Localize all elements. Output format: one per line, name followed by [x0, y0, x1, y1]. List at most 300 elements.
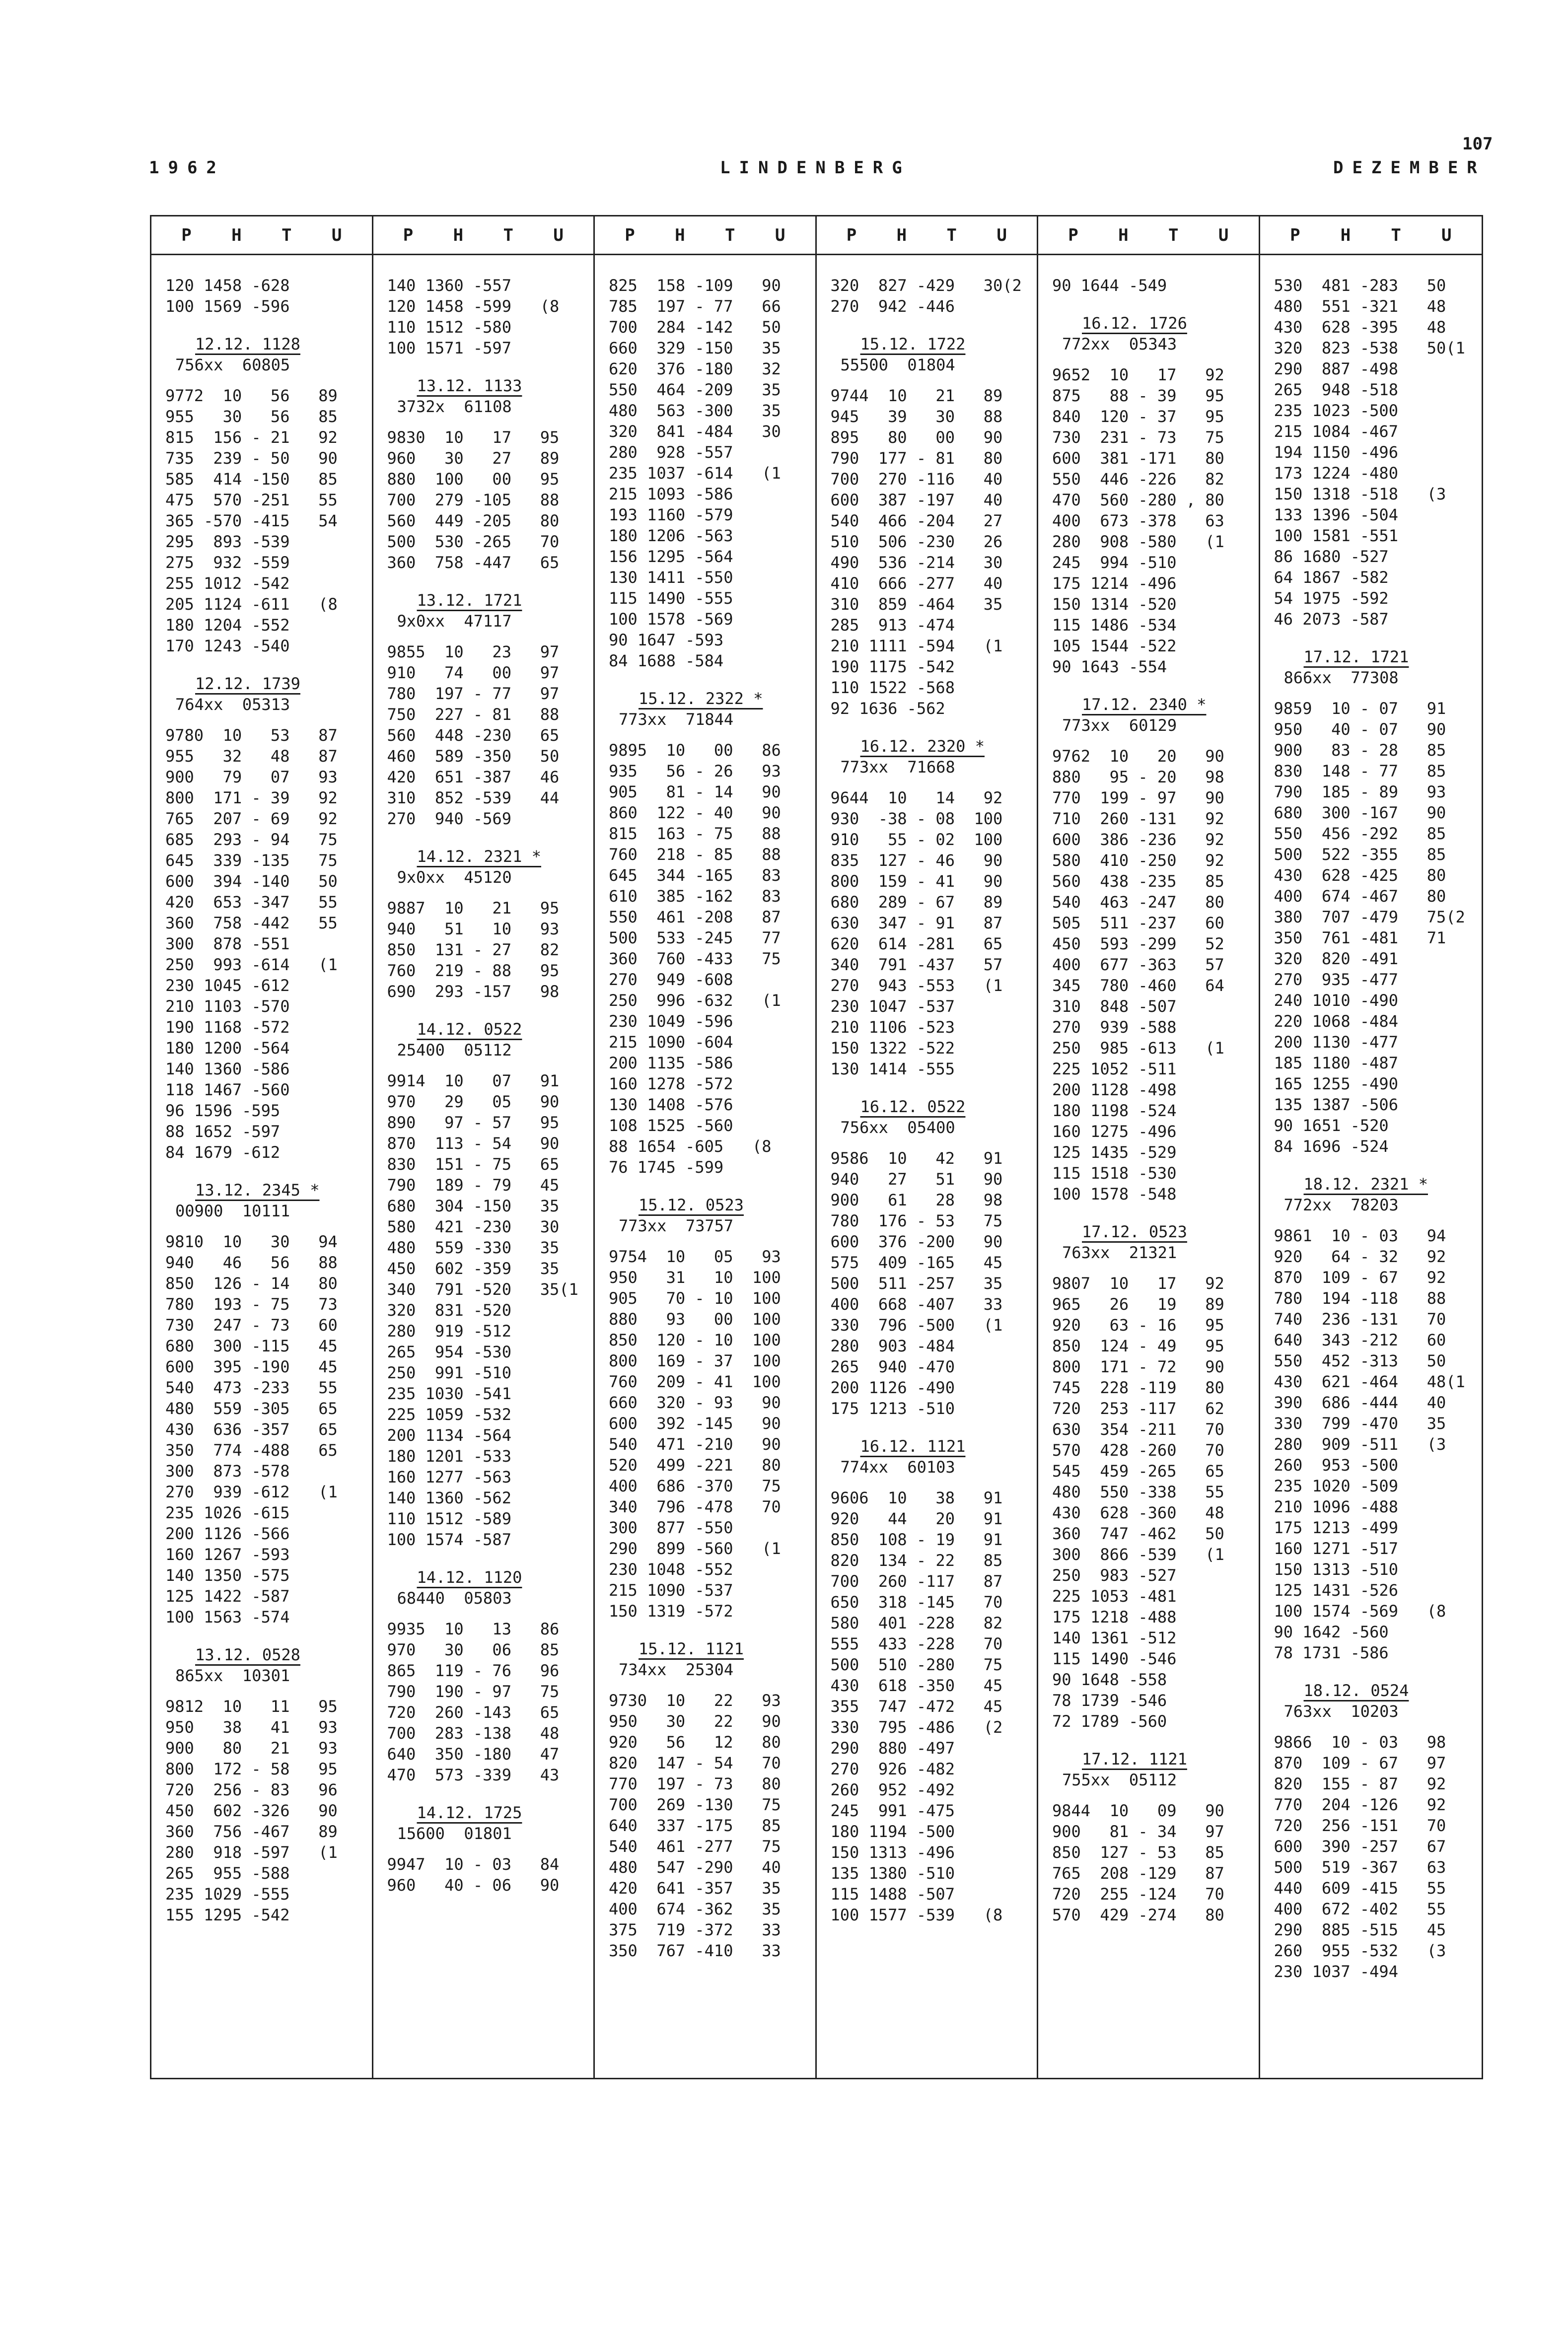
data-row: 620 614 -281 65	[830, 934, 1003, 953]
data-row: 340 796 -478 70	[609, 1497, 781, 1516]
data-row: 940 27 51 90	[830, 1170, 1003, 1189]
data-column	[1260, 216, 1482, 2078]
data-row: 850 124 - 49 95	[1052, 1337, 1224, 1355]
data-row: 180 1201 -533	[387, 1447, 511, 1466]
column-header	[373, 216, 594, 255]
data-row: 700 283 -138 48	[387, 1724, 560, 1743]
sounding-block	[387, 275, 589, 358]
sounding-code: 3732x 61108	[397, 397, 512, 416]
data-row: 365 -570 -415 54	[165, 511, 338, 530]
data-row: 350 767 -410 33	[609, 1941, 781, 1960]
data-row: 250 996 -632 (1	[609, 991, 781, 1010]
data-row: 500 522 -355 85	[1274, 845, 1446, 864]
sounding-block	[831, 1079, 1032, 1419]
data-row: 225 1053 -481	[1052, 1587, 1177, 1606]
data-row: 960 40 - 06 90	[387, 1876, 560, 1895]
data-row: 950 38 41 93	[165, 1718, 338, 1737]
data-row: 230 1045 -612	[165, 976, 290, 995]
sounding-date-time: 13.12. 1133	[417, 376, 522, 395]
sounding-code: 755xx 05112	[1062, 1770, 1177, 1789]
data-row: 865 119 - 76 96	[387, 1661, 560, 1680]
data-row: 690 293 -157 98	[387, 982, 560, 1001]
data-row: 480 559 -330 35	[387, 1238, 560, 1257]
data-row: 600 376 -200 90	[830, 1232, 1003, 1251]
data-column	[595, 216, 817, 2078]
data-row: 160 1267 -593	[165, 1545, 290, 1564]
data-row: 9652 10 17 92	[1052, 365, 1224, 384]
data-row: 880 93 00 100	[609, 1310, 781, 1329]
column-body	[1038, 255, 1259, 1925]
sounding-code: 774xx 60103	[840, 1458, 955, 1477]
data-row: 300 873 -578	[165, 1462, 290, 1481]
data-row: 160 1275 -496	[1052, 1122, 1177, 1141]
sounding-date-time: 13.12. 0528	[195, 1645, 300, 1664]
data-row: 540 461 -277 75	[609, 1837, 781, 1856]
data-row: 250 993 -614 (1	[165, 955, 338, 974]
sounding-date-time: 13.12. 2345 *	[195, 1181, 320, 1200]
page-number: 107	[1462, 134, 1493, 154]
data-row: 9810 10 30 94	[165, 1232, 338, 1251]
sounding-date-time: 14.12. 1725	[417, 1803, 522, 1822]
sounding-date-time: 16.12. 1121	[860, 1437, 966, 1456]
column-label: H	[1340, 225, 1351, 245]
data-row: 108 1525 -560	[609, 1116, 733, 1135]
data-row: 100 1563 -574	[165, 1608, 290, 1627]
data-row: 890 97 - 57 95	[387, 1113, 560, 1132]
data-row: 825 158 -109 90	[609, 276, 781, 295]
sounding-block	[831, 275, 1032, 317]
data-row: 470 573 -339 43	[387, 1766, 560, 1784]
data-row: 360 758 -447 65	[387, 553, 560, 572]
data-row: 200 1135 -586	[609, 1054, 733, 1072]
data-row: 580 401 -228 82	[830, 1614, 1003, 1632]
data-row: 950 31 10 100	[609, 1268, 781, 1287]
data-row: 235 1023 -500	[1274, 401, 1398, 420]
data-row: 965 26 19 89	[1052, 1295, 1224, 1314]
data-row: 290 899 -560 (1	[609, 1539, 781, 1558]
data-row: 215 1090 -604	[609, 1033, 733, 1052]
sounding-block	[1052, 1732, 1254, 1925]
data-row: 600 386 -236 92	[1052, 830, 1224, 849]
sounding-date-time: 16.12. 2320 *	[860, 737, 985, 756]
sounding-code: 763xx 21321	[1062, 1243, 1177, 1262]
data-row: 905 70 - 10 100	[609, 1289, 781, 1308]
data-row: 820 147 - 54 70	[609, 1754, 781, 1772]
data-row: 260 955 -532 (3	[1274, 1941, 1446, 1960]
data-row: 270 942 -446	[830, 297, 955, 316]
data-row: 800 159 - 41 90	[830, 872, 1003, 891]
data-row: 700 260 -117 87	[830, 1572, 1003, 1591]
data-row: 118 1467 -560	[165, 1080, 290, 1099]
data-row: 310 852 -539 44	[387, 788, 560, 807]
data-row: 350 761 -481 71	[1274, 928, 1446, 947]
data-row: 9812 10 11 95	[165, 1697, 338, 1716]
data-row: 355 747 -472 45	[830, 1697, 1003, 1716]
data-row: 450 593 -299 52	[1052, 934, 1224, 953]
data-row: 400 674 -467 80	[1274, 887, 1446, 906]
data-row: 200 1126 -566	[165, 1524, 290, 1543]
column-body	[373, 255, 594, 1896]
data-row: 110 1512 -589	[387, 1509, 511, 1528]
data-row: 330 795 -486 (2	[830, 1718, 1003, 1737]
data-row: 280 903 -484	[830, 1337, 955, 1355]
data-row: 290 880 -497	[830, 1739, 955, 1758]
sounding-code: 9x0xx 45120	[397, 868, 512, 887]
data-row: 570 428 -260 70	[1052, 1441, 1224, 1460]
data-row: 9844 10 09 90	[1052, 1801, 1224, 1820]
data-row: 700 279 -105 88	[387, 491, 560, 509]
data-row: 820 155 - 87 92	[1274, 1774, 1446, 1793]
data-row: 410 666 -277 40	[830, 574, 1003, 593]
data-row: 194 1150 -496	[1274, 443, 1398, 462]
data-row: 100 1569 -596	[165, 297, 290, 316]
sounding-code: 9x0xx 47117	[397, 612, 512, 631]
sounding-code: 773xx 60129	[1062, 716, 1177, 735]
data-row: 600 390 -257 67	[1274, 1837, 1446, 1856]
data-row: 340 791 -520 35(1	[387, 1280, 578, 1299]
data-row: 815 156 - 21 92	[165, 428, 338, 447]
data-row: 9744 10 21 89	[830, 386, 1003, 405]
data-row: 500 530 -265 70	[387, 532, 560, 551]
sounding-block	[387, 573, 589, 829]
data-row: 340 791 -437 57	[830, 955, 1003, 974]
data-row: 295 893 -539	[165, 532, 290, 551]
sounding-block	[165, 1163, 367, 1627]
data-row: 790 190 - 97 75	[387, 1682, 560, 1701]
column-body	[1260, 255, 1482, 1982]
data-row: 250 985 -613 (1	[1052, 1039, 1224, 1058]
data-row: 575 409 -165 45	[830, 1253, 1003, 1272]
sounding-block	[1274, 630, 1477, 1157]
data-row: 9935 10 13 86	[387, 1620, 560, 1638]
station-label: LINDENBERG	[720, 158, 911, 178]
data-row: 770 204 -126 92	[1274, 1795, 1446, 1814]
column-label: P	[625, 225, 635, 245]
data-row: 815 163 - 75 88	[609, 824, 781, 843]
data-row: 450 602 -326 90	[165, 1801, 338, 1820]
data-row: 560 438 -235 85	[1052, 872, 1224, 891]
data-row: 950 40 - 07 90	[1274, 720, 1446, 739]
data-row: 830 148 - 77 85	[1274, 762, 1446, 780]
data-row: 970 29 05 90	[387, 1092, 560, 1111]
data-row: 685 293 - 94 75	[165, 830, 338, 849]
data-row: 820 134 - 22 85	[830, 1551, 1003, 1570]
data-row: 193 1160 -579	[609, 505, 733, 524]
data-row: 115 1486 -534	[1052, 616, 1177, 635]
data-row: 86 1680 -527	[1274, 547, 1389, 566]
data-row: 180 1200 -564	[165, 1039, 290, 1058]
sounding-date-time: 15.12. 1121	[639, 1639, 744, 1658]
data-row: 320 831 -520	[387, 1301, 511, 1320]
data-row: 100 1574 -587	[387, 1530, 511, 1549]
column-label: H	[453, 225, 464, 245]
data-row: 900 83 - 28 85	[1274, 741, 1446, 760]
data-row: 480 563 -300 35	[609, 401, 781, 420]
data-row: 510 506 -230 26	[830, 532, 1003, 551]
sounding-date-time: 14.12. 2321 *	[417, 847, 541, 866]
sounding-date-time: 14.12. 0522	[417, 1020, 522, 1039]
sounding-table	[150, 215, 1483, 2079]
data-row: 860 122 - 40 90	[609, 803, 781, 822]
data-row: 430 636 -357 65	[165, 1420, 338, 1439]
data-row: 90 1648 -558	[1052, 1670, 1167, 1689]
data-row: 270 940 -569	[387, 809, 511, 828]
data-row: 500 510 -280 75	[830, 1655, 1003, 1674]
data-row: 90 1643 -554	[1052, 657, 1167, 676]
data-row: 680 304 -150 35	[387, 1197, 560, 1215]
data-row: 380 707 -479 75(2	[1274, 908, 1465, 926]
data-row: 900 79 07 93	[165, 768, 338, 786]
data-row: 130 1414 -555	[830, 1060, 955, 1078]
data-row: 64 1867 -582	[1274, 568, 1389, 587]
data-row: 180 1198 -524	[1052, 1101, 1177, 1120]
data-row: 200 1126 -490	[830, 1378, 955, 1397]
data-row: 300 878 -551	[165, 934, 290, 953]
data-row: 230 1049 -596	[609, 1012, 733, 1031]
data-row: 190 1175 -542	[830, 657, 955, 676]
data-row: 600 392 -145 90	[609, 1414, 781, 1433]
data-row: 430 628 -360 48	[1052, 1503, 1224, 1522]
data-row: 100 1578 -548	[1052, 1185, 1177, 1203]
data-row: 190 1168 -572	[165, 1018, 290, 1037]
data-row: 660 320 - 93 90	[609, 1393, 781, 1412]
data-row: 78 1731 -586	[1274, 1643, 1389, 1662]
data-row: 790 177 - 81 80	[830, 449, 1003, 468]
data-row: 9887 10 21 95	[387, 899, 560, 918]
data-row: 210 1111 -594 (1	[830, 637, 1003, 655]
data-row: 270 926 -482	[830, 1760, 955, 1778]
data-row: 225 1059 -532	[387, 1405, 511, 1424]
data-row: 710 260 -131 92	[1052, 809, 1224, 828]
data-row: 580 410 -250 92	[1052, 851, 1224, 870]
sounding-date-time: 13.12. 1721	[417, 591, 522, 610]
column-label: U	[997, 225, 1007, 245]
sounding-block	[165, 275, 367, 317]
data-row: 720 260 -143 65	[387, 1703, 560, 1722]
data-row: 175 1218 -488	[1052, 1608, 1177, 1627]
column-label: T	[1391, 225, 1401, 245]
data-row: 680 289 - 67 89	[830, 893, 1003, 912]
year-label: 1962	[149, 158, 225, 178]
data-row: 835 127 - 46 90	[830, 851, 1003, 870]
data-row: 180 1206 -563	[609, 526, 733, 545]
data-row: 150 1313 -496	[830, 1843, 955, 1862]
data-row: 940 46 56 88	[165, 1253, 338, 1272]
data-row: 54 1975 -592	[1274, 589, 1389, 608]
data-row: 600 394 -140 50	[165, 872, 338, 891]
data-row: 500 511 -257 35	[830, 1274, 1003, 1293]
sounding-code: 763xx 10203	[1283, 1702, 1399, 1721]
data-row: 135 1380 -510	[830, 1864, 955, 1883]
data-row: 78 1739 -546	[1052, 1691, 1167, 1710]
column-label: U	[553, 225, 564, 245]
data-row: 280 908 -580 (1	[1052, 532, 1224, 551]
sounding-code: 772xx 05343	[1062, 335, 1177, 354]
data-row: 133 1396 -504	[1274, 505, 1398, 524]
data-row: 90 1642 -560	[1274, 1623, 1389, 1641]
data-row: 375 719 -372 33	[609, 1920, 781, 1939]
data-row: 600 395 -190 45	[165, 1357, 338, 1376]
data-row: 9754 10 05 93	[609, 1247, 781, 1266]
data-row: 215 1090 -537	[609, 1581, 733, 1600]
data-row: 730 231 - 73 75	[1052, 428, 1224, 447]
data-row: 9895 10 00 86	[609, 741, 781, 760]
sounding-code: 866xx 77308	[1283, 668, 1399, 687]
data-row: 245 994 -510	[1052, 553, 1177, 572]
data-row: 88 1652 -597	[165, 1122, 281, 1141]
data-row: 645 339 -135 75	[165, 851, 338, 870]
data-row: 275 932 -559	[165, 553, 290, 572]
data-row: 130 1408 -576	[609, 1095, 733, 1114]
data-row: 205 1124 -611 (8	[165, 595, 338, 614]
sounding-block	[609, 671, 810, 1178]
data-row: 105 1544 -522	[1052, 637, 1177, 655]
data-row: 780 193 - 75 73	[165, 1295, 338, 1314]
data-row: 460 589 -350 50	[387, 747, 560, 766]
data-row: 140 1350 -575	[165, 1566, 290, 1585]
data-row: 90 1651 -520	[1274, 1116, 1389, 1135]
column-label: U	[1441, 225, 1452, 245]
column-body	[151, 255, 372, 1925]
data-row: 390 686 -444 40	[1274, 1393, 1446, 1412]
data-row: 765 207 - 69 92	[165, 809, 338, 828]
data-row: 545 459 -265 65	[1052, 1462, 1224, 1481]
data-row: 290 887 -498	[1274, 359, 1398, 378]
data-row: 150 1318 -518 (3	[1274, 485, 1446, 503]
data-row: 430 621 -464 48(1	[1274, 1372, 1465, 1391]
data-row: 156 1295 -564	[609, 547, 733, 566]
sounding-date-time: 18.12. 0524	[1303, 1681, 1409, 1700]
sounding-date-time: 14.12. 1120	[417, 1568, 522, 1587]
data-row: 235 1020 -509	[1274, 1477, 1398, 1495]
sounding-date-time: 12.12. 1128	[195, 335, 300, 354]
data-row: 550 446 -226 82	[1052, 470, 1224, 489]
column-body	[595, 255, 815, 1961]
sounding-block	[1052, 275, 1254, 296]
data-row: 150 1314 -520	[1052, 595, 1177, 614]
data-row: 420 653 -347 55	[165, 893, 338, 912]
sounding-code: 764xx 05313	[175, 695, 290, 714]
data-row: 520 499 -221 80	[609, 1456, 781, 1475]
data-row: 225 1052 -511	[1052, 1060, 1177, 1078]
data-row: 180 1204 -552	[165, 616, 290, 635]
data-row: 350 774 -488 65	[165, 1441, 338, 1460]
data-row: 870 113 - 54 90	[387, 1134, 560, 1153]
data-row: 500 533 -245 77	[609, 928, 781, 947]
sounding-block	[1052, 296, 1254, 677]
data-row: 550 461 -208 87	[609, 908, 781, 926]
data-row: 245 991 -475	[830, 1801, 955, 1820]
data-column	[1038, 216, 1260, 2078]
data-row: 9762 10 20 90	[1052, 747, 1224, 766]
data-row: 92 1636 -562	[830, 699, 945, 718]
data-row: 640 343 -212 60	[1274, 1331, 1446, 1349]
data-row: 760 219 - 88 95	[387, 961, 560, 980]
data-row: 150 1313 -510	[1274, 1560, 1398, 1579]
data-row: 270 939 -588	[1052, 1018, 1177, 1037]
sounding-code: 773xx 71844	[619, 710, 734, 729]
data-row: 235 1029 -555	[165, 1885, 290, 1904]
data-row: 230 1047 -537	[830, 997, 955, 1016]
data-row: 900 61 28 98	[830, 1191, 1003, 1209]
column-header	[817, 216, 1037, 255]
data-row: 875 88 - 39 95	[1052, 386, 1224, 405]
data-row: 770 199 - 97 90	[1052, 788, 1224, 807]
data-row: 840 120 - 37 95	[1052, 407, 1224, 426]
data-row: 440 609 -415 55	[1274, 1879, 1446, 1898]
data-row: 100 1577 -539 (8	[830, 1906, 1003, 1924]
data-row: 800 169 - 37 100	[609, 1351, 781, 1370]
column-label: T	[946, 225, 957, 245]
data-row: 270 949 -608	[609, 970, 733, 989]
data-row: 930 -38 - 08 100	[830, 809, 1003, 828]
data-row: 360 747 -462 50	[1052, 1524, 1224, 1543]
data-row: 235 1030 -541	[387, 1384, 511, 1403]
sounding-block	[609, 1622, 810, 1961]
column-label: U	[775, 225, 785, 245]
sounding-code: 773xx 71668	[840, 758, 955, 777]
data-row: 215 1084 -467	[1274, 422, 1398, 441]
data-row: 540 466 -204 27	[830, 511, 1003, 530]
sounding-date-time: 16.12. 0522	[860, 1097, 966, 1116]
data-row: 430 618 -350 45	[830, 1676, 1003, 1695]
data-row: 360 760 -433 75	[609, 949, 781, 968]
data-row: 730 247 - 73 60	[165, 1316, 338, 1335]
data-row: 630 347 - 91 87	[830, 914, 1003, 932]
data-row: 235 1037 -614 (1	[609, 464, 781, 483]
data-row: 720 255 -124 70	[1052, 1885, 1224, 1904]
data-row: 970 30 06 85	[387, 1640, 560, 1659]
data-row: 400 686 -370 75	[609, 1477, 781, 1495]
data-row: 230 1048 -552	[609, 1560, 733, 1579]
data-row: 9861 10 - 03 94	[1274, 1226, 1446, 1245]
column-label: T	[1168, 225, 1179, 245]
data-row: 320 827 -429 30(2	[830, 276, 1022, 295]
data-row: 900 80 21 93	[165, 1739, 338, 1758]
data-row: 600 387 -197 40	[830, 491, 1003, 509]
data-row: 140 1360 -586	[165, 1060, 290, 1078]
column-label: T	[503, 225, 513, 245]
sounding-date-time: 17.12. 0523	[1082, 1222, 1187, 1241]
data-row: 240 1010 -490	[1274, 991, 1398, 1010]
data-row: 215 1093 -586	[609, 485, 733, 503]
data-row: 320 823 -538 50(1	[1274, 339, 1465, 357]
data-row: 210 1096 -488	[1274, 1497, 1398, 1516]
column-label: U	[331, 225, 342, 245]
data-row: 180 1194 -500	[830, 1822, 955, 1841]
data-row: 720 256 - 83 96	[165, 1780, 338, 1799]
data-column	[151, 216, 373, 2078]
data-row: 270 943 -553 (1	[830, 976, 1003, 995]
sounding-block	[387, 829, 589, 1002]
data-row: 9644 10 14 92	[830, 788, 1003, 807]
data-row: 780 176 - 53 75	[830, 1211, 1003, 1230]
data-row: 700 284 -142 50	[609, 318, 781, 337]
sounding-block	[387, 1002, 589, 1550]
data-row: 880 95 - 20 98	[1052, 768, 1224, 786]
data-row: 250 983 -527	[1052, 1566, 1177, 1585]
data-row: 300 866 -539 (1	[1052, 1545, 1224, 1564]
sounding-date-time: 17.12. 1121	[1082, 1750, 1187, 1769]
sounding-code: 756xx 05400	[840, 1118, 955, 1137]
data-row: 800 172 - 58 95	[165, 1760, 338, 1778]
data-row: 360 756 -467 89	[165, 1822, 338, 1841]
column-header	[151, 216, 372, 255]
sounding-block	[831, 317, 1032, 719]
data-row: 310 859 -464 35	[830, 595, 1003, 614]
data-row: 850 120 - 10 100	[609, 1331, 781, 1349]
data-row: 505 511 -237 60	[1052, 914, 1224, 932]
